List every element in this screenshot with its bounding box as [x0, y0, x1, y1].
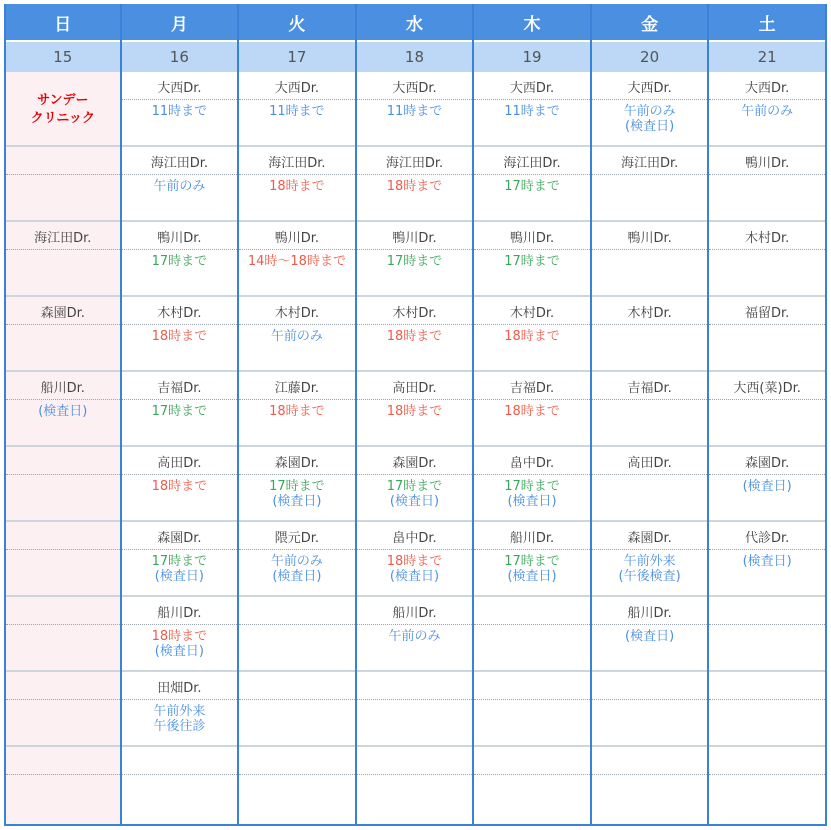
doctor-name: 田畑Dr.: [157, 681, 202, 696]
dotted-divider: [592, 399, 708, 400]
date-number: 16: [122, 42, 238, 72]
hours-note: 17時まで: [151, 404, 208, 419]
schedule-slot: [122, 72, 238, 147]
schedule-slot: [474, 222, 590, 297]
dotted-divider: [709, 474, 825, 475]
schedule-slot: [474, 447, 590, 522]
weekday-header: 月: [122, 4, 238, 42]
dotted-divider: [122, 549, 238, 550]
date-number: 20: [592, 42, 708, 72]
dotted-divider: [239, 774, 355, 775]
schedule-slot: [357, 672, 473, 747]
hours-note: 17時まで: [504, 179, 560, 194]
hours-note: 17時まで: [386, 254, 443, 269]
schedule-slot: [6, 597, 120, 672]
hours-note: 18時まで: [504, 329, 560, 344]
schedule-slot: [239, 147, 355, 222]
schedule-slot: [122, 597, 238, 672]
doctor-name: 高田Dr.: [157, 456, 202, 471]
hours-note: 午前のみ (検査日): [623, 104, 676, 134]
doctor-name: 鴨川Dr.: [274, 231, 320, 246]
sunday-clinic-label: サンデー クリニック: [30, 93, 95, 126]
date-number: 21: [709, 42, 825, 72]
schedule-slot: [709, 747, 825, 826]
doctor-name: 大西(菜)Dr.: [733, 381, 801, 396]
schedule-slot: [709, 597, 825, 672]
schedule-slot: [592, 147, 708, 222]
hours-note: 17時まで (検査日): [386, 479, 443, 509]
schedule-slot: [357, 372, 473, 447]
doctor-name: 江藤Dr.: [274, 381, 320, 396]
dotted-divider: [6, 324, 120, 325]
dotted-divider: [357, 474, 473, 475]
dotted-divider: [709, 99, 825, 100]
doctor-name: 木村Dr.: [392, 306, 437, 321]
hours-note: 11時まで: [504, 104, 560, 119]
hours-note: 午前のみ: [388, 629, 441, 644]
doctor-name: 海江田Dr.: [268, 156, 326, 171]
doctor-name: 代診Dr.: [745, 531, 790, 546]
schedule-slot: [122, 297, 238, 372]
hours-note: 18時まで: [386, 329, 443, 344]
schedule-slot: [122, 747, 238, 826]
hours-note: 18時まで: [386, 179, 443, 194]
schedule-slot: [239, 522, 355, 597]
dotted-divider: [592, 474, 708, 475]
schedule-slot: [592, 297, 708, 372]
date-number: 18: [357, 42, 473, 72]
date-number: 15: [6, 42, 120, 72]
doctor-name: 福留Dr.: [745, 306, 790, 321]
doctor-name: 大西Dr.: [274, 81, 320, 96]
hours-note: 午前のみ: [741, 104, 794, 119]
day-column: [709, 4, 827, 826]
dotted-divider: [357, 774, 473, 775]
dotted-divider: [239, 174, 355, 175]
dotted-divider: [357, 699, 473, 700]
dotted-divider: [122, 474, 238, 475]
schedule-slot: [357, 597, 473, 672]
schedule-calendar: [4, 4, 827, 826]
dotted-divider: [357, 549, 473, 550]
doctor-name: 森園Dr.: [40, 306, 85, 321]
schedule-slot: [6, 672, 120, 747]
schedule-slot: [239, 747, 355, 826]
dotted-divider: [474, 174, 590, 175]
schedule-slot: [709, 222, 825, 297]
dotted-divider: [592, 324, 708, 325]
doctor-name: 海江田Dr.: [150, 156, 208, 171]
dotted-divider: [592, 699, 708, 700]
schedule-slot: [122, 147, 238, 222]
doctor-name: 船川Dr.: [40, 381, 85, 396]
dotted-divider: [122, 99, 238, 100]
hours-note: 18時まで (検査日): [386, 554, 443, 584]
schedule-slot: [474, 672, 590, 747]
schedule-slot: [239, 72, 355, 147]
doctor-name: 木村Dr.: [274, 306, 320, 321]
schedule-slot: [6, 72, 120, 147]
schedule-slot: [592, 372, 708, 447]
dotted-divider: [357, 624, 473, 625]
hours-note: 11時まで: [269, 104, 325, 119]
weekday-header: 日: [6, 4, 120, 42]
doctor-name: 森園Dr.: [627, 531, 672, 546]
schedule-slot: [592, 522, 708, 597]
dotted-divider: [592, 249, 708, 250]
schedule-slot: [474, 522, 590, 597]
hours-note: 午前のみ: [270, 329, 323, 344]
doctor-name: 海江田Dr.: [34, 231, 92, 246]
day-column: [122, 4, 240, 826]
schedule-slot: [239, 447, 355, 522]
schedule-slot: [357, 297, 473, 372]
doctor-name: 海江田Dr.: [620, 156, 679, 171]
hours-note: 18時まで: [386, 404, 443, 419]
schedule-slot: [357, 522, 473, 597]
doctor-name: 畠中Dr.: [509, 456, 555, 471]
schedule-slot: [592, 447, 708, 522]
hours-note: 18時まで: [504, 404, 560, 419]
date-number: 19: [474, 42, 590, 72]
dotted-divider: [6, 399, 120, 400]
dotted-divider: [474, 249, 590, 250]
doctor-name: 大西Dr.: [157, 81, 202, 96]
dotted-divider: [357, 399, 473, 400]
dotted-divider: [592, 174, 708, 175]
hours-note: 11時まで: [151, 104, 208, 119]
schedule-slot: [239, 297, 355, 372]
dotted-divider: [122, 324, 238, 325]
dotted-divider: [6, 699, 120, 700]
schedule-slot: [239, 597, 355, 672]
dotted-divider: [6, 174, 120, 175]
dotted-divider: [474, 774, 590, 775]
hours-note: 18時まで: [269, 404, 325, 419]
doctor-name: 鴨川Dr.: [157, 231, 202, 246]
schedule-slot: [357, 222, 473, 297]
dotted-divider: [239, 549, 355, 550]
schedule-slot: [357, 147, 473, 222]
doctor-name: 木村Dr.: [509, 306, 555, 321]
schedule-slot: [592, 747, 708, 826]
schedule-slot: [6, 372, 120, 447]
hours-note: 18時まで (検査日): [151, 629, 208, 659]
dotted-divider: [592, 774, 708, 775]
dotted-divider: [239, 699, 355, 700]
schedule-slot: [592, 672, 708, 747]
dotted-divider: [122, 249, 238, 250]
schedule-slot: [122, 522, 238, 597]
doctor-name: 鴨川Dr.: [627, 231, 672, 246]
doctor-name: 大西Dr.: [509, 81, 555, 96]
doctor-name: 海江田Dr.: [503, 156, 561, 171]
schedule-slot: [6, 297, 120, 372]
doctor-name: 船川Dr.: [627, 606, 672, 621]
schedule-slot: [474, 597, 590, 672]
dotted-divider: [357, 324, 473, 325]
schedule-slot: [122, 222, 238, 297]
hours-note: 17時まで (検査日): [504, 554, 560, 584]
doctor-name: 森園Dr.: [392, 456, 437, 471]
doctor-name: 海江田Dr.: [385, 156, 444, 171]
schedule-slot: [474, 372, 590, 447]
dotted-divider: [592, 624, 708, 625]
schedule-slot: [357, 747, 473, 826]
schedule-slot: [6, 222, 120, 297]
schedule-slot: [592, 222, 708, 297]
dotted-divider: [122, 174, 238, 175]
hours-note: 11時まで: [386, 104, 443, 119]
doctor-name: 森園Dr.: [157, 531, 202, 546]
schedule-slot: [357, 72, 473, 147]
hours-note: (検査日): [742, 554, 792, 569]
dotted-divider: [6, 474, 120, 475]
doctor-name: 鴨川Dr.: [745, 156, 790, 171]
doctor-name: 木村Dr.: [627, 306, 672, 321]
dotted-divider: [474, 474, 590, 475]
schedule-slot: [6, 747, 120, 826]
schedule-slot: [592, 597, 708, 672]
hours-note: (検査日): [625, 629, 675, 644]
schedule-slot: [6, 147, 120, 222]
hours-note: 午前外来 (午後検査): [618, 554, 681, 584]
dotted-divider: [709, 249, 825, 250]
weekday-header: 土: [709, 4, 825, 42]
hours-note: 午前のみ: [153, 179, 206, 194]
dotted-divider: [709, 174, 825, 175]
hours-note: (検査日): [38, 404, 88, 419]
doctor-name: 木村Dr.: [157, 306, 202, 321]
schedule-slot: [6, 447, 120, 522]
dotted-divider: [592, 99, 708, 100]
dotted-divider: [239, 249, 355, 250]
schedule-slot: [592, 72, 708, 147]
weekday-header: 水: [357, 4, 473, 42]
day-column: [239, 4, 357, 826]
day-column: [474, 4, 592, 826]
day-column: [4, 4, 122, 826]
hours-note: 17時まで: [151, 254, 208, 269]
schedule-slot: [709, 147, 825, 222]
doctor-name: 隈元Dr.: [274, 531, 320, 546]
day-column: [592, 4, 710, 826]
doctor-name: 大西Dr.: [745, 81, 790, 96]
dotted-divider: [357, 249, 473, 250]
doctor-name: 鴨川Dr.: [509, 231, 555, 246]
schedule-slot: [239, 222, 355, 297]
schedule-slot: [474, 72, 590, 147]
dotted-divider: [239, 474, 355, 475]
dotted-divider: [6, 624, 120, 625]
dotted-divider: [6, 774, 120, 775]
schedule-slot: [474, 147, 590, 222]
dotted-divider: [6, 549, 120, 550]
doctor-name: 吉福Dr.: [157, 381, 202, 396]
doctor-name: 大西Dr.: [392, 81, 437, 96]
doctor-name: 大西Dr.: [627, 81, 672, 96]
schedule-slot: [122, 672, 238, 747]
dotted-divider: [122, 699, 238, 700]
dotted-divider: [239, 99, 355, 100]
dotted-divider: [709, 774, 825, 775]
schedule-slot: [474, 747, 590, 826]
schedule-slot: [122, 372, 238, 447]
dotted-divider: [709, 699, 825, 700]
doctor-name: 船川Dr.: [392, 606, 437, 621]
hours-note: 17時まで (検査日): [269, 479, 325, 509]
hours-note: 17時まで: [504, 254, 560, 269]
dotted-divider: [474, 699, 590, 700]
hours-note: 午前外来 午後往診: [153, 704, 206, 734]
schedule-slot: [239, 672, 355, 747]
schedule-slot: [709, 447, 825, 522]
schedule-slot: [122, 447, 238, 522]
dotted-divider: [474, 624, 590, 625]
dotted-divider: [357, 99, 473, 100]
doctor-name: 鴨川Dr.: [392, 231, 437, 246]
hours-note: 17時まで (検査日): [504, 479, 560, 509]
dotted-divider: [709, 399, 825, 400]
dotted-divider: [709, 324, 825, 325]
hours-note: 18時まで: [151, 329, 208, 344]
doctor-name: 吉福Dr.: [627, 381, 672, 396]
doctor-name: 高田Dr.: [627, 456, 672, 471]
weekday-header: 火: [239, 4, 355, 42]
dotted-divider: [122, 624, 238, 625]
schedule-slot: [239, 372, 355, 447]
dotted-divider: [474, 324, 590, 325]
dotted-divider: [239, 624, 355, 625]
dotted-divider: [239, 324, 355, 325]
dotted-divider: [122, 774, 238, 775]
hours-note: 14時〜18時まで: [247, 254, 346, 269]
doctor-name: 船川Dr.: [157, 606, 202, 621]
doctor-name: 森園Dr.: [274, 456, 320, 471]
doctor-name: 木村Dr.: [745, 231, 790, 246]
dotted-divider: [709, 624, 825, 625]
dotted-divider: [474, 99, 590, 100]
schedule-slot: [709, 297, 825, 372]
doctor-name: 船川Dr.: [509, 531, 555, 546]
schedule-slot: [709, 522, 825, 597]
hours-note: 18時まで: [269, 179, 325, 194]
hours-note: 午前のみ (検査日): [270, 554, 323, 584]
doctor-name: 森園Dr.: [745, 456, 790, 471]
dotted-divider: [122, 399, 238, 400]
schedule-slot: [709, 72, 825, 147]
schedule-slot: [6, 522, 120, 597]
hours-note: 17時まで (検査日): [151, 554, 208, 584]
schedule-slot: [474, 297, 590, 372]
schedule-slot: [357, 447, 473, 522]
weekday-header: 木: [474, 4, 590, 42]
dotted-divider: [592, 549, 708, 550]
hours-note: (検査日): [742, 479, 792, 494]
schedule-slot: [709, 672, 825, 747]
doctor-name: 吉福Dr.: [509, 381, 555, 396]
hours-note: 18時まで: [151, 479, 208, 494]
dotted-divider: [357, 174, 473, 175]
dotted-divider: [474, 399, 590, 400]
day-column: [357, 4, 475, 826]
dotted-divider: [239, 399, 355, 400]
date-number: 17: [239, 42, 355, 72]
doctor-name: 高田Dr.: [392, 381, 437, 396]
dotted-divider: [6, 249, 120, 250]
dotted-divider: [474, 549, 590, 550]
doctor-name: 畠中Dr.: [392, 531, 437, 546]
weekday-header: 金: [592, 4, 708, 42]
schedule-slot: [709, 372, 825, 447]
dotted-divider: [709, 549, 825, 550]
